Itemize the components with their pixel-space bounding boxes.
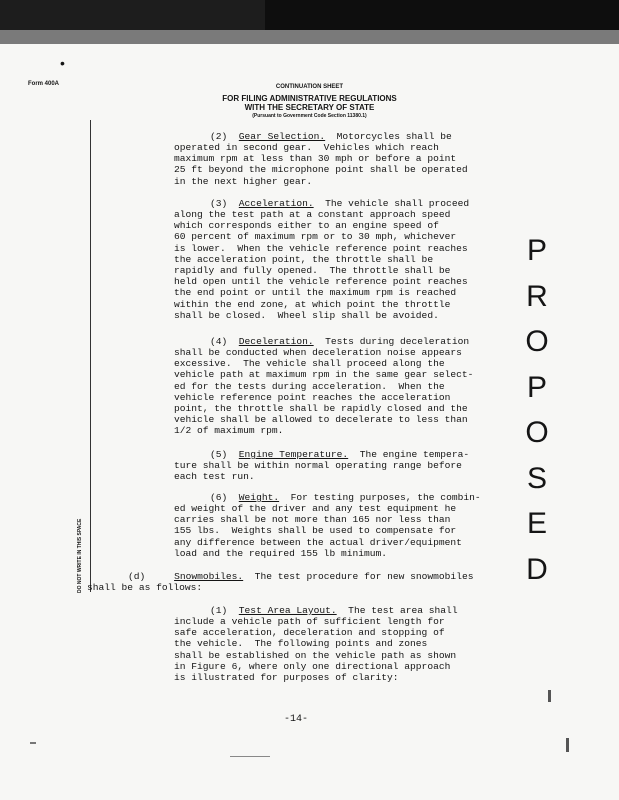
para-layout-title: Test Area Layout.: [238, 605, 337, 616]
para-snowmobiles-first-line: (d) Snowmobiles. The test procedure for new snowmobiles: [128, 571, 474, 582]
para-deceleration-body: shall be conducted when deceleration noise appears excessive. The vehicle shall proceed along the vehicle path at maximum rpm in the same gear select- ed for the tests during acceleration. When the vehicle reference point reaches the acceleration point, the throttle shall be rapidly closed and the vehicle shall be allowed to decelerate to less than 1/2 of maximum rpm.: [174, 347, 474, 437]
para-snowmobiles-title: Snowmobiles.: [174, 571, 244, 582]
para-weight-body: ed weight of the driver and any test equipment he carries shall be not more than 165 nor less than 155 lbs. Weights shall be used to compensate for any difference between the actual driver/equipment load and the required 155 lb minimum.: [174, 503, 462, 559]
scan-smudge: [566, 738, 569, 752]
para-gear-title: Gear Selection.: [238, 131, 326, 142]
stamp-letter: P: [526, 234, 547, 267]
para-gear-first-line: (2) Gear Selection. Motorcycles shall be: [210, 131, 452, 142]
para-layout-first-line: (1) Test Area Layout. The test area shall: [210, 605, 458, 616]
scan-border-gap: [0, 30, 619, 44]
margin-note: DO NOT WRITE IN THIS SPACE: [77, 518, 83, 593]
para-engine-body: ture shall be within normal operating range before each test run.: [174, 460, 462, 483]
scan-smudge: [30, 742, 36, 744]
sheet-title: CONTINUATION SHEET: [275, 84, 344, 90]
scan-border-top-dark: [265, 0, 619, 30]
stamp-letter: O: [525, 416, 549, 449]
para-layout-body: include a vehicle path of sufficient length for safe acceleration, deceleration and stopping of the vehicle. The following points and zones shall be established on the vehicle path as shown in Figure 6, where only one directional approach is illustrated for purposes of clarity:: [174, 616, 457, 684]
scan-smudge: [548, 690, 551, 702]
para-engine-first-line: (5) Engine Temperature. The engine tempera-: [210, 449, 470, 460]
stamp-letter: P: [526, 370, 547, 404]
para-deceleration-first-line: (4) Deceleration. Tests during deceleration: [210, 336, 470, 347]
stamp-letter: E: [526, 507, 547, 540]
para-gear-body: operated in second gear. Vehicles which reach maximum rpm at less than 30 mph or before a point 25 ft beyond the microphone point shall be operated in the next higher gear.: [174, 142, 468, 187]
stamp-letter: S: [526, 461, 547, 495]
stamp-letter: R: [526, 279, 548, 313]
para-weight-title: Weight.: [238, 492, 280, 503]
para-acceleration-body: along the test path at a constant approach speed which corresponds either to an engine speed of 60 percent of maximum rpm or to 30 mph, whichever is lower. When the vehicle reference point reaches the acceleration point, the throttle shall be rapidly and fully opened. The throttle shall be held open until the vehicle reference point reaches the end point or until the maximum rpm is reached within the end zone, at which point the throttle shall be closed. Wheel slip shall be avoided.: [174, 209, 468, 321]
proposed-stamp: [522, 228, 552, 592]
para-acceleration-title: Acceleration.: [238, 198, 314, 209]
header-line-1: FOR FILING ADMINISTRATIVE REGULATIONS: [222, 94, 397, 103]
para-deceleration-title: Deceleration.: [238, 336, 314, 347]
para-weight-first-line: (6) Weight. For testing purposes, the combin-: [210, 492, 481, 503]
page-number: -14-: [284, 714, 309, 725]
para-acceleration-first-line: (3) Acceleration. The vehicle shall proceed: [210, 198, 470, 209]
para-snowmobiles-body: shall be as follows:: [87, 582, 203, 593]
stamp-letter: D: [526, 552, 548, 586]
header-note: (Pursuant to Government Code Section 11380.1): [252, 113, 367, 119]
para-engine-title: Engine Temperature.: [238, 449, 349, 460]
margin-rule: [90, 120, 91, 592]
scan-dot: •: [60, 55, 65, 71]
scan-smudge: [230, 756, 270, 757]
header-line-2: WITH THE SECRETARY OF STATE: [244, 103, 375, 112]
form-number: Form 400A: [28, 81, 60, 87]
stamp-letter: O: [525, 325, 549, 358]
